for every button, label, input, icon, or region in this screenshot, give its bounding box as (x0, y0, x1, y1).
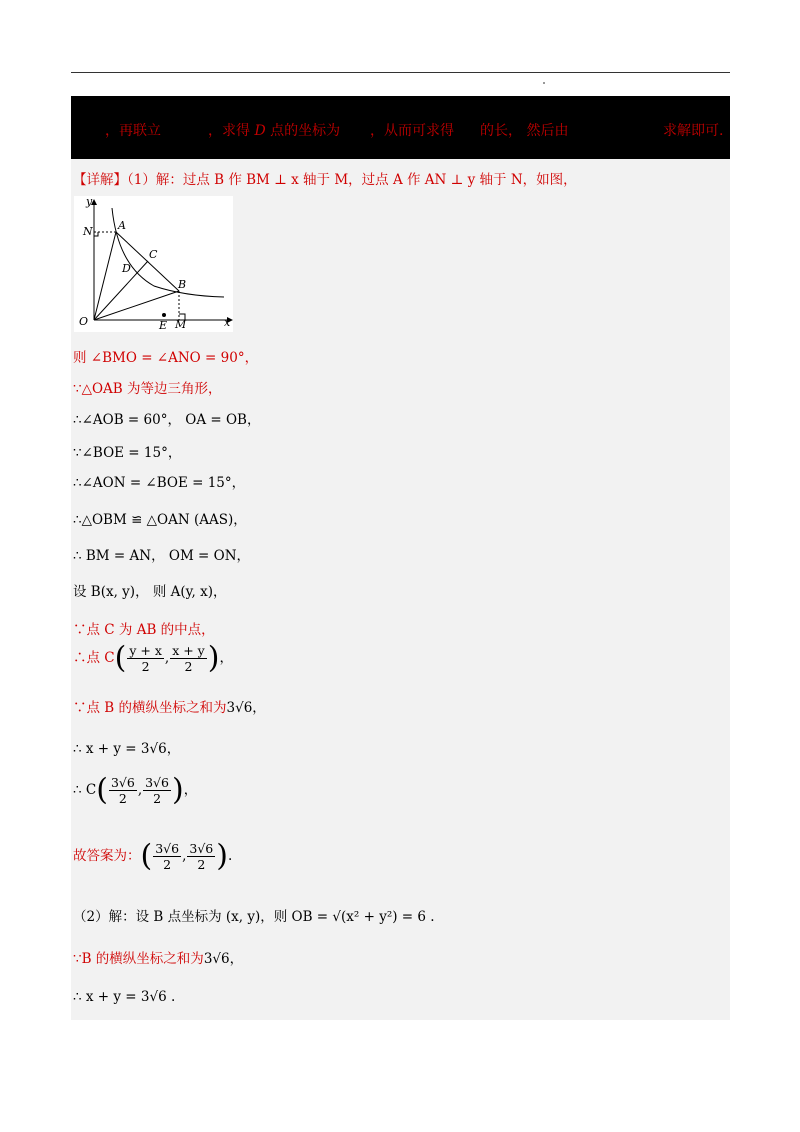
step-17: ∴ x + y = 3√6 . (73, 989, 176, 1005)
header-rule (71, 72, 730, 73)
label-D: D (122, 262, 131, 275)
frac-5 (153, 841, 181, 872)
step-6: ∴△OBM ≌ △OAN (AAS)， (73, 512, 247, 528)
point-E (162, 313, 166, 317)
detail-tag: 【详解】 (73, 172, 127, 188)
curve (112, 208, 224, 297)
frac-2-den: 2 (184, 659, 193, 674)
frac-4 (143, 775, 171, 806)
step-11: ∵点 B 的横纵坐标之和为3√6， (73, 700, 266, 716)
step-3: ∴∠AOB = 60°， OA = OB， (73, 412, 261, 428)
paren-open: ( (96, 772, 108, 808)
label-y: y (86, 196, 93, 208)
paren-close: ) (171, 772, 184, 808)
header-dot (543, 82, 545, 84)
step-16: ∵B 的横纵坐标之和为3√6， (73, 951, 244, 967)
frac-2 (170, 643, 207, 674)
frac-4-num: 3√6 (145, 775, 169, 790)
label-N: N (83, 225, 93, 238)
step-12: ∴ x + y = 3√6， (73, 741, 181, 757)
paren-open: ( (114, 640, 127, 676)
band-seg-2-tail: 点的坐标为 (270, 123, 341, 139)
band-seg-5: 求解即可. (663, 123, 724, 139)
frac-6-num: 3√6 (189, 841, 214, 856)
step-9: ∵点 C 为 AB 的中点， (73, 622, 215, 638)
step-1 (73, 346, 258, 366)
step-1-text: 则 ∠BMO = ∠ANO = 90°， (73, 350, 259, 366)
band-seg-2-var: D (254, 123, 266, 139)
frac-3-den: 2 (118, 791, 127, 806)
geometry-svg (74, 196, 233, 332)
step-16-text: ∵B 的横纵坐标之和为 (73, 951, 204, 967)
band-seg-4: 的长， 然后由 (480, 123, 569, 139)
label-x: x (224, 316, 231, 329)
step-2: ∵△OAB 为等边三角形， (73, 381, 222, 397)
band-seg-2-text: ，求得 (208, 123, 250, 139)
detail-intro-text: （1）解：过点 B 作 BM ⊥ x 轴于 M，过点 A 作 AN ⊥ y 轴于 N，如图， (127, 172, 577, 188)
label-A: A (118, 219, 126, 232)
step-15-text: （2）解：设 B 点坐标为 (x, y)，则 OB = √(x² + y²) = 6 . (73, 909, 435, 925)
step-10: ∴点 C( $\frac{y + x}{2}$ , $\frac{x + y}{2}$ )， (73, 640, 233, 676)
step-11-value: 3√6 (226, 700, 253, 716)
step-15 (73, 905, 435, 925)
solution-content (71, 159, 730, 1020)
frac-3-num: 3√6 (110, 775, 135, 790)
label-C: C (149, 248, 158, 261)
label-E: E (159, 319, 168, 332)
step-10-prefix: ∴点 C (73, 650, 115, 666)
frac-5-num: 3√6 (155, 841, 180, 856)
step-14-prefix: 故答案为： (73, 848, 141, 864)
step-14: 故答案为：( $\frac{3√6}{2}$ , $\frac{3√6}{2}$ ). (73, 838, 233, 874)
frac-3 (109, 775, 137, 806)
band-seg-2 (208, 120, 340, 140)
step-13: ∴ C( $\frac{3√6}{2}$ , $\frac{3√6}{2}$ )， (73, 772, 198, 808)
frac-2-num: x + y (172, 643, 205, 658)
frac-1-den: 2 (141, 659, 150, 674)
label-B: B (178, 278, 187, 291)
frac-1 (127, 643, 164, 674)
label-O: O (79, 315, 89, 328)
frac-6 (187, 841, 215, 872)
right-angle-N (94, 232, 98, 236)
frac-5-den: 2 (163, 857, 172, 872)
step-8: 设 B(x, y)， 则 A(y, x)， (73, 584, 227, 600)
detail-intro (73, 168, 577, 188)
step-5: ∴∠AON = ∠BOE = 15°， (73, 475, 246, 491)
step-16-value: 3√6 (203, 951, 230, 967)
seg-OA (94, 232, 116, 320)
band-seg-3: ，从而可求得 (370, 123, 454, 139)
paren-close: ) (216, 838, 228, 874)
paren-open: ( (140, 838, 153, 874)
analysis-band (71, 96, 730, 159)
step-11-text: ∵点 B 的横纵坐标之和为 (73, 700, 227, 716)
band-seg-1: ，再联立 (105, 123, 161, 139)
step-4: ∵∠BOE = 15°， (73, 445, 182, 461)
label-M: M (175, 318, 187, 331)
step-13-prefix: ∴ C (73, 782, 97, 798)
frac-1-num: y + x (129, 643, 162, 658)
frac-4-den: 2 (153, 791, 162, 806)
paren-close: ) (207, 640, 220, 676)
step-7: ∴ BM = AN， OM = ON， (73, 548, 251, 564)
geometry-figure (74, 196, 233, 332)
frac-6-den: 2 (197, 857, 206, 872)
analysis-text (71, 120, 730, 140)
